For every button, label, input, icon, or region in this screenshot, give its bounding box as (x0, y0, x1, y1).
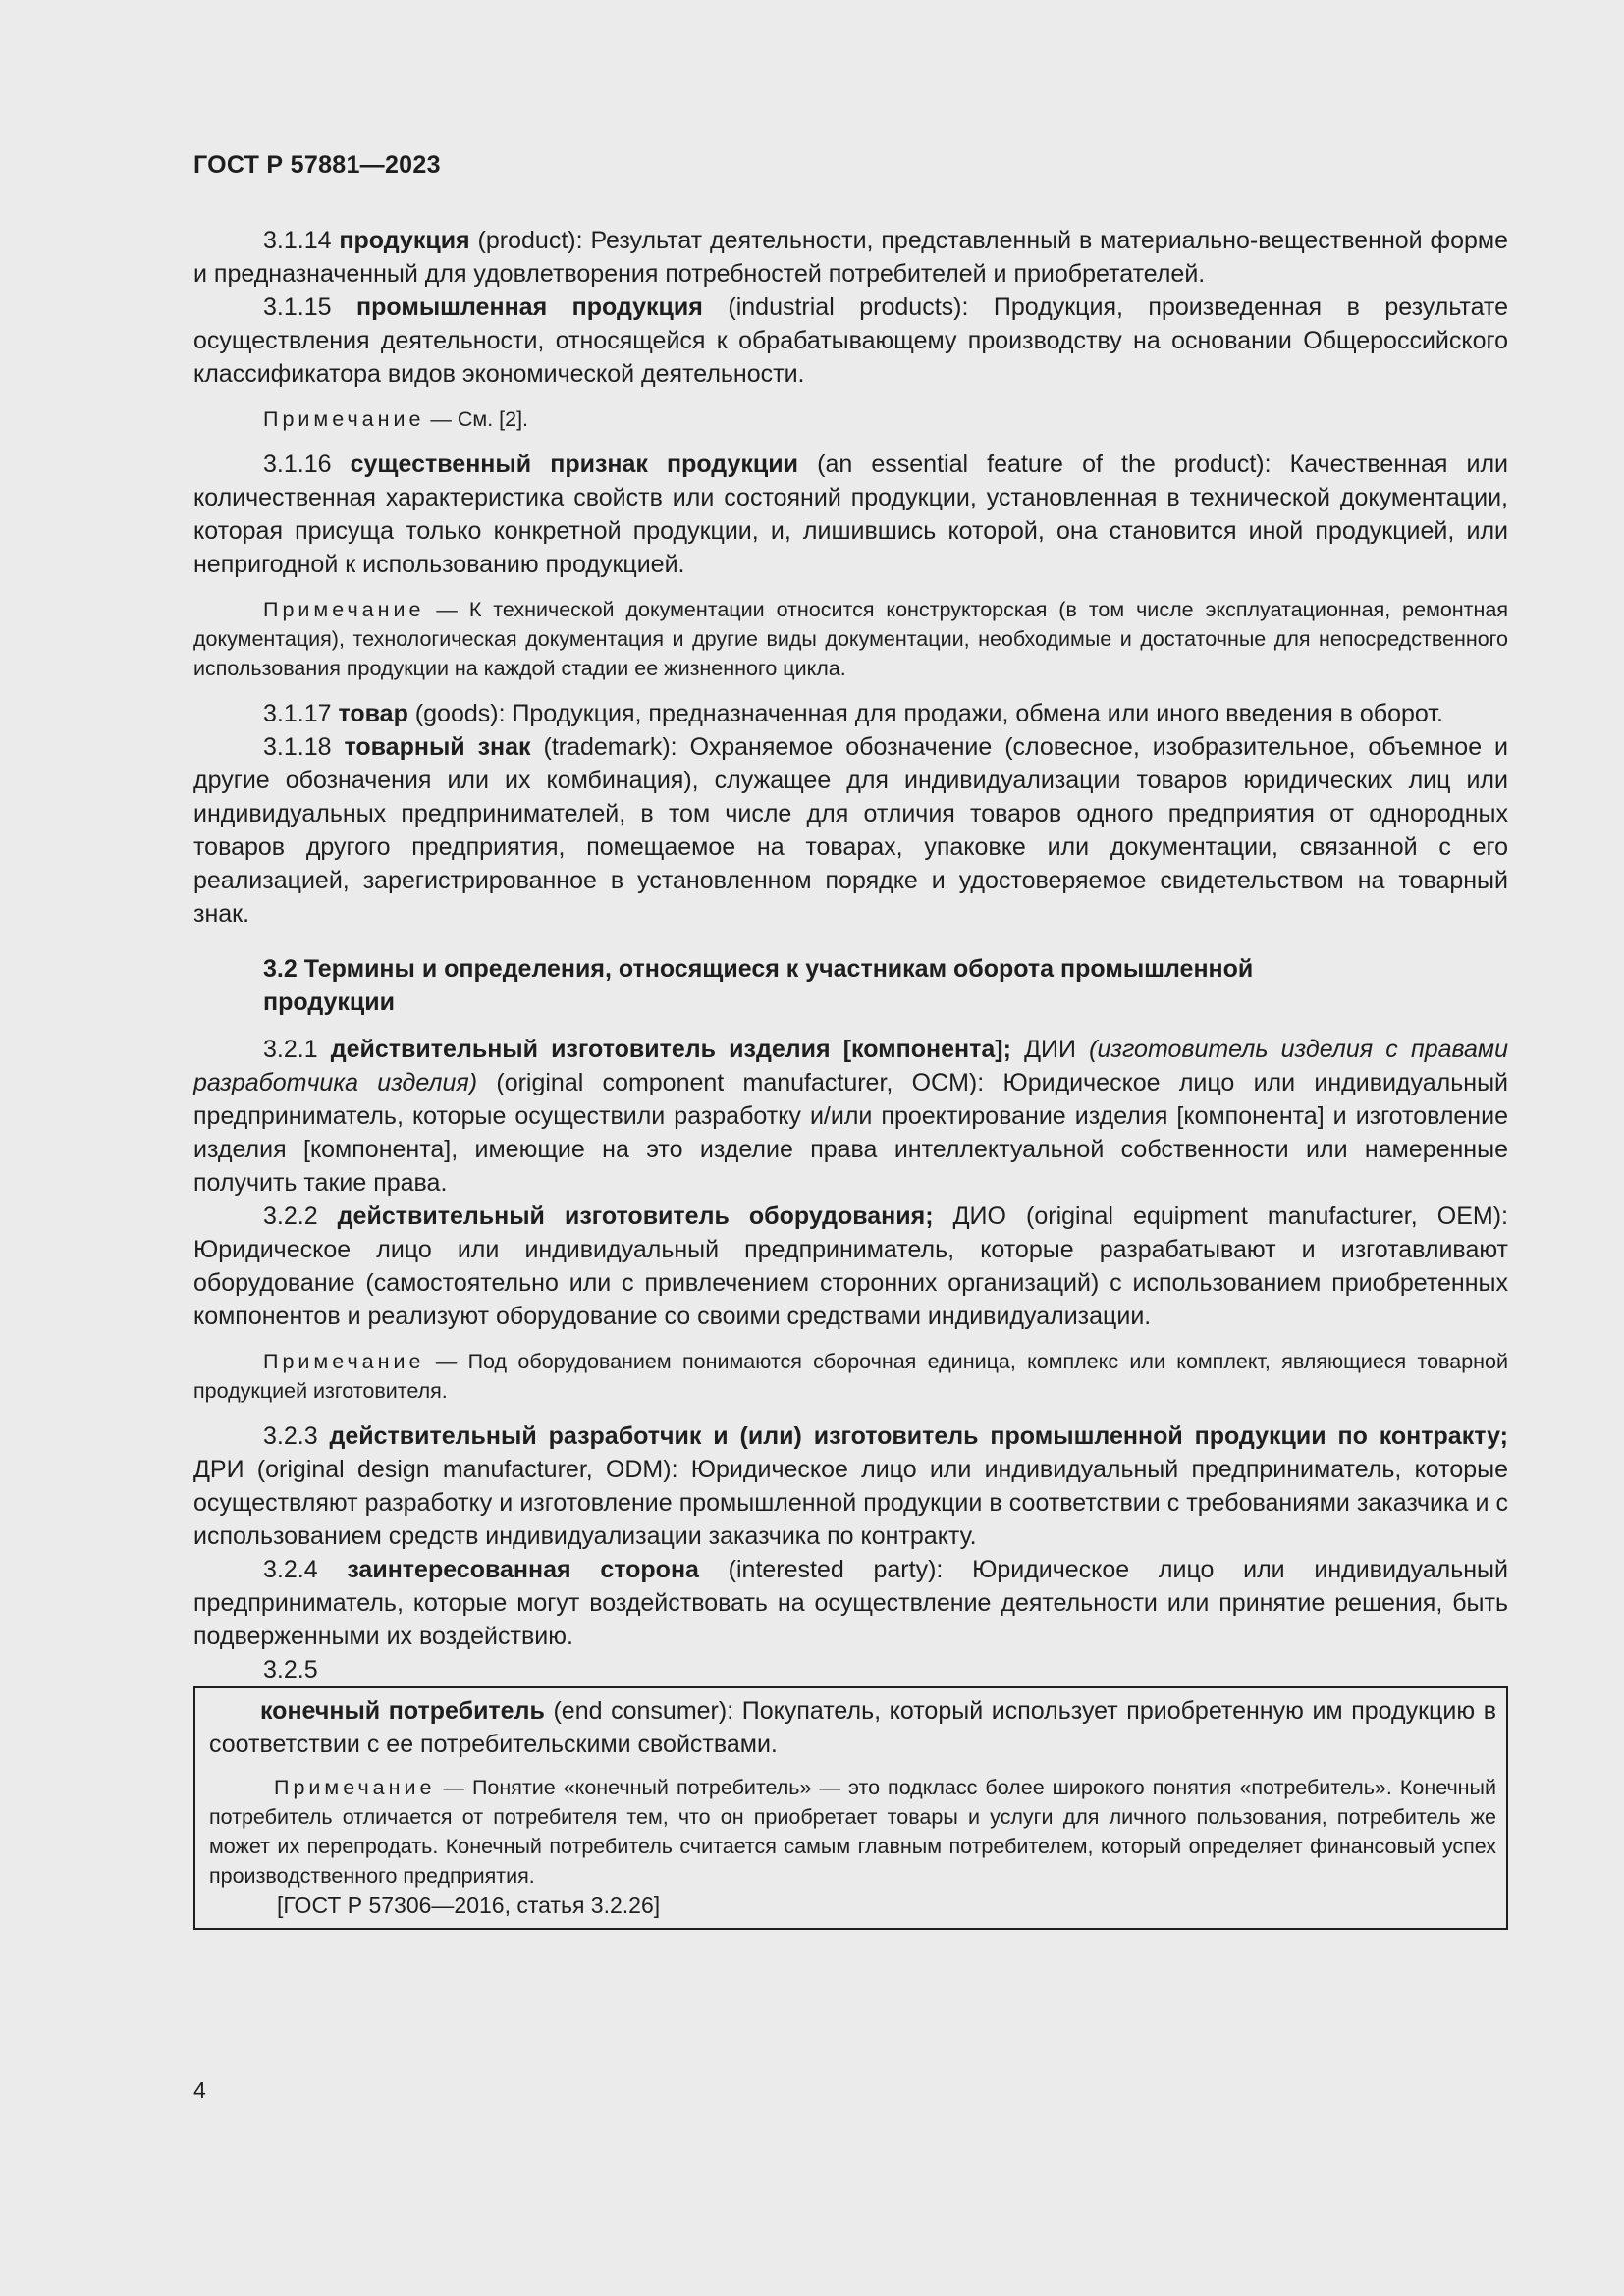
note-3-2-5 (209, 1773, 1496, 1891)
term-definition: (interested party): Юридическое лицо или индивидуальный предприниматель, которые могут воздействовать на осуществление деятельности или принятие решения, быть подверженными их воздействию. (193, 1556, 1508, 1650)
term-3-1-16: 3.1.16 существенный признак продукции (an essential feature of the product): Качественная или количественная характеристика свойств или состояний продукции, установленная в технической документации, которая присуща только конкретной продукции, и, лишившись которой, она становится иной продукцией, или непригодной к использованию продукцией. (193, 451, 1509, 578)
term-definition: (industrial products): Продукция, произведенная в результате осуществления деятельности, относящейся к обрабатывающему производству на основании Общероссийского классификатора видов экономической деятельности. (193, 294, 1509, 388)
term-3-2-5 (209, 1694, 1496, 1761)
note-text: — Понятие «конечный потребитель» — это подкласс более широкого понятия «потребитель». Конечный потребитель отличается от потребителя тем, что он приобретает товары и услуги для личного пользования, потребитель же может их перепродать. Конечный потребитель считается самым главным потребителем, который определяет финансовый успех производственного предприятия. (209, 1776, 1496, 1888)
page-number: 4 (193, 2077, 206, 2103)
term-3-2-3: 3.2.3 действительный разработчик и (или) изготовитель промышленной продукции по контракту; ДРИ (original design manufacturer, ODM): Юридическое лицо или индивидуальный предприниматель, которые осуществляют разработку и изготовление промышленной продукции в соответствии с требованиями заказчика и с использованием средств индивидуализации заказчика по контракту. (193, 1422, 1508, 1550)
term-synonym: (изготовитель изделия с правами разработчика изделия) (193, 1036, 1508, 1096)
document-header: ГОСТ Р 57881—2023 (193, 151, 441, 179)
term-name: товарный знак (344, 733, 531, 761)
term-definition: (goods): Продукция, предназначенная для продажи, обмена или иного введения в оборот. (407, 700, 1443, 727)
term-3-2-1: 3.2.1 действительный изготовитель изделия [компонента]; ДИИ (изготовитель изделия с правами разработчика изделия) (original component manufacturer, OCM): Юридическое лицо или индивидуальный предприниматель, которые осуществили разработку и/или проектирование изделия [компонента] и изготовление изделия [компонента], имеющие на это изделие права интеллектуальной собственности или намеренные получить такие права. (193, 1036, 1508, 1197)
term-3-2-2: 3.2.2 действительный изготовитель оборудования; ДИО (original equipment manufacturer, OEM): Юридическое лицо или индивидуальный предприниматель, которые разрабатывают и изготавливают оборудование (самостоятельно или с привлечением сторонних организаций) с использованием приобретенных компонентов и реализуют оборудование со своими средствами индивидуализации. (193, 1202, 1508, 1330)
term-3-1-18: 3.1.18 товарный знак (trademark): Охраняемое обозначение (словесное, изобразительное, объемное и другие обозначения или их комбинация), служащее для индивидуализации товаров юридических лиц или индивидуальных предпринимателей, в том числе для отличия товаров одного предприятия от однородных товаров другого предприятия, помещаемое на товарах, упаковке или документации, связанной с его реализацией, зарегистрированное в установленном порядке и удостоверяемое свидетельством на товарный знак. (193, 733, 1509, 928)
note-text: — К технической документации относится конструкторская (в том числе эксплуатационная, ремонтная документация), технологическая документация и другие виды документации, необходимые и достаточные для непосредственного использования продукции на каждой стадии ее жизненного цикла. (193, 598, 1508, 680)
term-name: товар (338, 700, 408, 727)
term-definition: (end consumer): Покупатель, который использует приобретенную им продукцию в соответствии с ее потребительскими свойствами. (209, 1697, 1496, 1758)
term-3-1-15: 3.1.15 промышленная продукция (industrial products): Продукция, произведенная в результате осуществления деятельности, относящейся к обрабатывающему производству на основании Общероссийского классификатора видов экономической деятельности. (193, 294, 1509, 388)
term-name: действительный изготовитель оборудования; (337, 1202, 934, 1230)
term-definition: (trademark): Охраняемое обозначение (словесное, изобразительное, объемное и другие обозначения или их комбинация), служащее для индивидуализации товаров юридических лиц или индивидуальных предпринимателей, в том числе для отличия товаров одного предприятия от однородных товаров другого предприятия, помещаемое на товарах, упаковке или документации, связанной с его реализацией, зарегистрированное в установленном порядке и удостоверяемое свидетельством на товарный знак. (193, 733, 1509, 928)
term-name: продукция (339, 227, 470, 254)
source-reference: [ГОСТ Р 57306—2016, статья 3.2.26] (277, 1893, 661, 1918)
term-abbreviation: ДИИ (1010, 1036, 1090, 1063)
term-3-1-14: 3.1.14 продукция (product): Результат деятельности, представленный в материально-вещественной форме и предназначенный для удовлетворения потребностей потребителей и приобретателей. (193, 227, 1509, 288)
term-name: промышленная продукция (356, 294, 703, 321)
term-definition: (product): Результат деятельности, представленный в материально-вещественной форме и предназначенный для удовлетворения потребностей потребителей и приобретателей. (193, 227, 1509, 288)
term-name: существенный признак продукции (350, 451, 799, 478)
term-definition: ДРИ (original design manufacturer, ODM): Юридическое лицо или индивидуальный предприниматель, которые осуществляют разработку и изготовление промышленной продукции в соответствии с требованиями заказчика и с использованием средств индивидуализации заказчика по контракту. (193, 1456, 1508, 1550)
note-3-2-2 (193, 1347, 1508, 1406)
section-heading-3-2: 3.2 Термины и определения, относящиеся к участникам оборота промышленной продукции (263, 955, 1254, 1016)
note-text: — Под оборудованием понимаются сборочная единица, комплекс или комплект, являющиеся товарной продукцией изготовителя. (193, 1350, 1508, 1403)
quoted-term-box (193, 1686, 1508, 1930)
note-3-1-15 (193, 404, 1508, 434)
term-definition: ДИО (original equipment manufacturer, OEM): Юридическое лицо или индивидуальный предприниматель, которые разрабатывают и изготавливают оборудование (самостоятельно или с привлечением сторонних организаций) с использованием приобретенных компонентов и реализуют оборудование со своими средствами индивидуализации. (193, 1202, 1508, 1330)
note-text: — См. [2]. (424, 407, 529, 431)
term-3-1-17: 3.1.17 товар (goods): Продукция, предназначенная для продажи, обмена или иного введения в оборот. (263, 700, 1443, 727)
note-label: Примечание (263, 598, 425, 621)
term-3-2-5-number: 3.2.5 (263, 1656, 318, 1683)
term-3-2-4: 3.2.4 заинтересованная сторона (interested party): Юридическое лицо или индивидуальный предприниматель, которые могут воздействовать на осуществление деятельности или принятие решения, быть подверженными их воздействию. (193, 1556, 1508, 1650)
document-body (193, 224, 1508, 1930)
term-name: заинтересованная сторона (347, 1556, 699, 1583)
note-label: Примечание (263, 407, 425, 431)
term-name: конечный потребитель (260, 1697, 545, 1725)
term-name: действительный разработчик и (или) изготовитель промышленной продукции по контракту; (329, 1422, 1508, 1450)
term-definition: (original component manufacturer, OCM): Юридическое лицо или индивидуальный предприниматель, которые осуществили разработку и/или проектирование изделия [компонента] и изготовление изделия [компонента], имеющие на это изделие права интеллектуальной собственности или намеренные получить такие права. (193, 1069, 1508, 1197)
note-label: Примечание (274, 1776, 436, 1799)
note-3-1-16 (193, 595, 1508, 683)
term-definition: (an essential feature of the product): Качественная или количественная характеристика свойств или состояний продукции, установленная в технической документации, которая присуща только конкретной продукции, и, лишившись которой, она становится иной продукцией, или непригодной к использованию продукцией. (193, 451, 1509, 578)
term-name: действительный изготовитель изделия [компонента]; (330, 1036, 1011, 1063)
note-label: Примечание (263, 1350, 425, 1373)
